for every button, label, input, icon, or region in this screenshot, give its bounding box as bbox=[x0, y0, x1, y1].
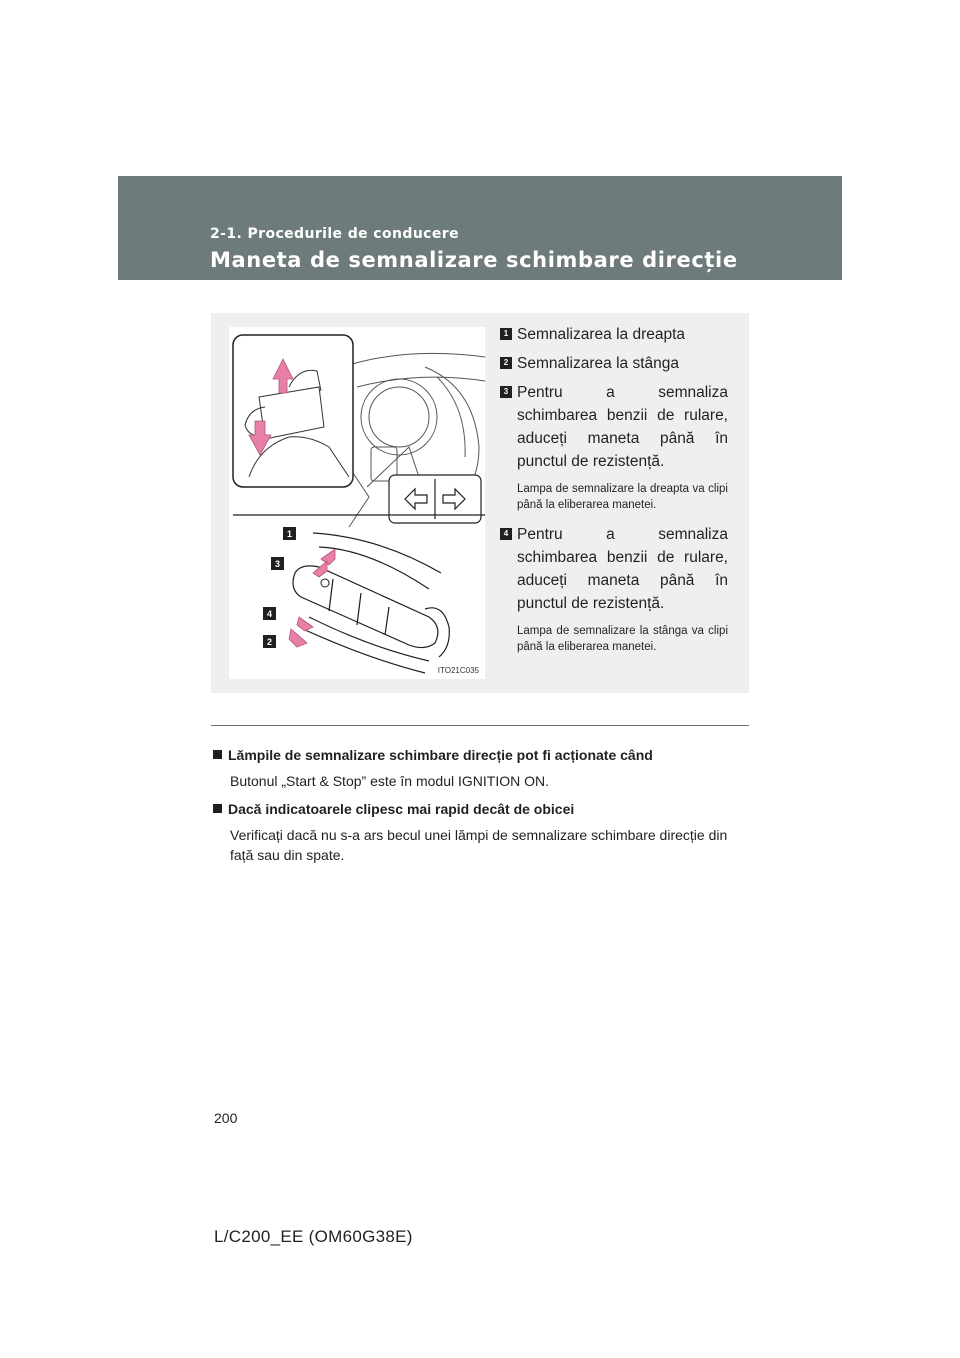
lever-drawing bbox=[229, 327, 485, 679]
callout-3: 3 bbox=[274, 559, 281, 569]
legend-text: Semnalizarea la dreapta bbox=[517, 326, 686, 343]
bullet-square-icon bbox=[213, 804, 222, 813]
legend-item bbox=[500, 381, 728, 513]
page-number: 200 bbox=[214, 1110, 238, 1126]
lever-illustration bbox=[229, 327, 485, 679]
number-badge: 1 bbox=[500, 328, 512, 340]
notes-section bbox=[213, 745, 751, 873]
legend-note: Lampa de semnalizare la stânga va clipi până la eliberarea manetei. bbox=[517, 625, 728, 653]
figure-legend bbox=[500, 323, 728, 665]
inset-frame bbox=[233, 335, 353, 487]
legend-note: Lampa de semnalizare la dreapta va clipi până la eliberarea manetei. bbox=[517, 483, 728, 511]
callout-4: 4 bbox=[266, 609, 273, 619]
legend-text: Pentru a semnaliza schimbarea benzii de rulare, aduceți maneta până în punctul de rezistență. bbox=[517, 526, 728, 612]
note-heading-text: Lămpile de semnalizare schimbare direcție pot fi acționate când bbox=[228, 747, 653, 763]
divider bbox=[211, 725, 749, 726]
page-title: Maneta de semnalizare schimbare direcție bbox=[210, 248, 738, 272]
callout-1: 1 bbox=[286, 529, 293, 539]
lever-detail bbox=[293, 533, 449, 673]
light-icon bbox=[321, 579, 329, 587]
legend-item bbox=[500, 523, 728, 655]
legend-item bbox=[500, 323, 728, 346]
figure-code: ITO21C035 bbox=[437, 666, 479, 675]
number-badge: 2 bbox=[500, 357, 512, 369]
header-band bbox=[118, 176, 842, 280]
legend-text: Semnalizarea la stânga bbox=[517, 355, 679, 372]
legend-item bbox=[500, 352, 728, 375]
number-badge: 4 bbox=[500, 528, 512, 540]
note-heading bbox=[213, 745, 751, 765]
document-code: L/C200_EE (OM60G38E) bbox=[214, 1227, 413, 1246]
figure-panel bbox=[211, 313, 749, 693]
note-heading-text: Dacă indicatoarele clipesc mai rapid decât de obicei bbox=[228, 801, 575, 817]
bullet-square-icon bbox=[213, 750, 222, 759]
number-badge: 3 bbox=[500, 386, 512, 398]
section-label: 2-1. Procedurile de conducere bbox=[210, 226, 459, 242]
note-body: Butonul „Start & Stop” este în modul IGNITION ON. bbox=[230, 773, 550, 789]
legend-text: Pentru a semnaliza schimbarea benzii de rulare, aduceți maneta până în punctul de rezistență. bbox=[517, 384, 728, 470]
callout-2: 2 bbox=[266, 637, 273, 647]
note-heading bbox=[213, 799, 751, 819]
note-body: Verificați dacă nu s-a ars becul unei lămpi de semnalizare schimbare direcție din față sau din spate. bbox=[230, 827, 728, 863]
